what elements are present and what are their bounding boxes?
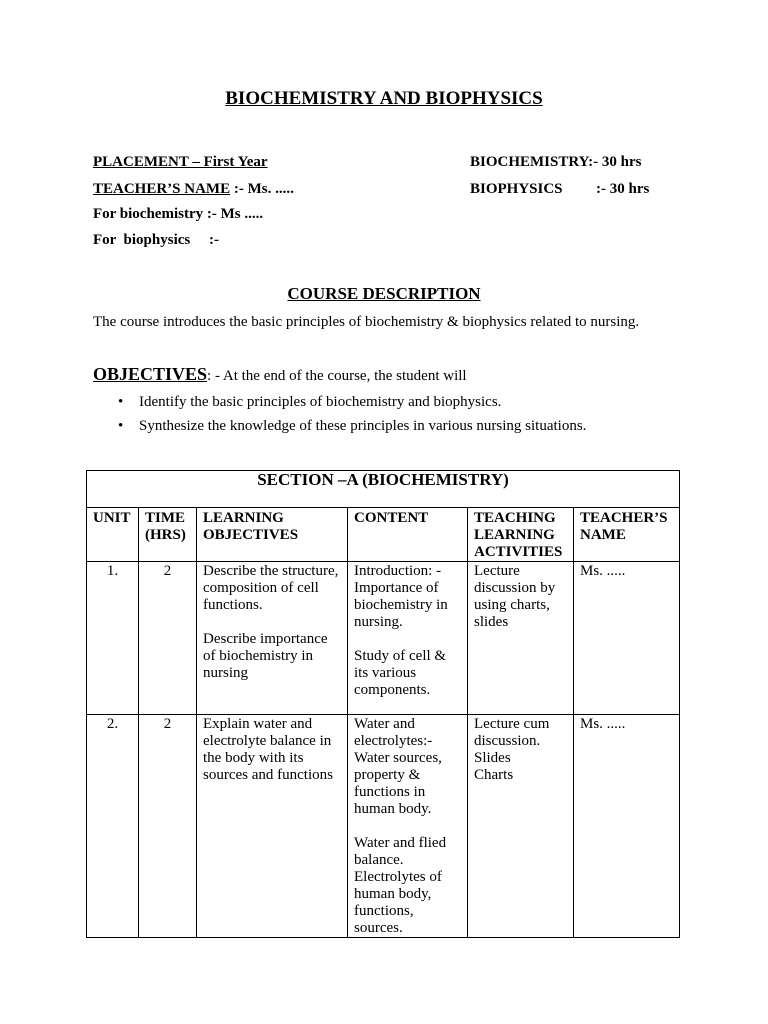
header-unit: UNIT: [87, 508, 139, 562]
teacher-cell: Ms. .....: [574, 715, 680, 938]
header-content: CONTENT: [348, 508, 468, 562]
placement-label: PLACEMENT – First Year: [93, 154, 268, 170]
objectives-heading: OBJECTIVES: [93, 364, 208, 384]
header-teaching-activities: TEACHING LEARNING ACTIVITIES: [468, 508, 574, 562]
objective-text: Synthesize the knowledge of these principles in various nursing situations.: [139, 418, 587, 434]
teacher-name: [93, 181, 294, 198]
header-time: TIME (HRS): [139, 508, 197, 562]
objectives-line: [93, 364, 467, 385]
content-cell: Water and electrolytes:- Water sources, property & functions in human body. Water and flied balance. Electrolytes of human body, functions, sources.: [348, 715, 468, 938]
bullet-icon: •: [118, 418, 124, 434]
for-biophysics-teacher: For biophysics :-: [93, 232, 219, 248]
header-teacher-name: TEACHER’S NAME: [574, 508, 680, 562]
biophysics-hours-label: BIOPHYSICS: [470, 181, 563, 197]
objective-item: [118, 394, 501, 411]
biophysics-hours: [470, 181, 650, 198]
objectives-intro: : - At the end of the course, the student will: [207, 368, 467, 384]
course-description-heading: COURSE DESCRIPTION: [287, 284, 481, 303]
biophysics-hours-value: :- 30 hrs: [596, 181, 650, 197]
objective-text: Identify the basic principles of biochemistry and biophysics.: [139, 394, 502, 410]
unit-cell: 2.: [87, 715, 139, 938]
objectives-cell: Explain water and electrolyte balance in the body with its sources and functions: [197, 715, 348, 938]
bullet-icon: •: [118, 394, 124, 410]
objectives-cell: Describe the structure, composition of cell functions. Describe importance of biochemistry in nursing: [197, 562, 348, 715]
table-row: [87, 715, 680, 938]
activities-cell: Lecture cum discussion. Slides Charts: [468, 715, 574, 938]
teacher-cell: Ms. .....: [574, 562, 680, 715]
content-cell: Introduction: - Importance of biochemistry in nursing. Study of cell & its various components.: [348, 562, 468, 715]
activities-cell: Lecture discussion by using charts, slides: [468, 562, 574, 715]
table-row: [87, 562, 680, 715]
syllabus-table: [86, 470, 680, 938]
time-cell: 2: [139, 562, 197, 715]
biochemistry-hours: BIOCHEMISTRY:- 30 hrs: [470, 154, 642, 170]
unit-cell: 1.: [87, 562, 139, 715]
section-title-row: [87, 471, 680, 508]
for-biochemistry-teacher: For biochemistry :- Ms .....: [93, 206, 264, 222]
table-header-row: [87, 508, 680, 562]
objective-item: [118, 418, 586, 435]
course-description-text: The course introduces the basic principles of biochemistry & biophysics related to nursing.: [93, 314, 640, 330]
document-title: BIOCHEMISTRY AND BIOPHYSICS: [225, 88, 543, 109]
teacher-name-label: TEACHER’S NAME: [93, 181, 231, 197]
section-title: SECTION –A (BIOCHEMISTRY): [87, 471, 680, 508]
time-cell: 2: [139, 715, 197, 938]
teacher-name-value: :- Ms. .....: [233, 181, 294, 197]
header-learning-objectives: LEARNING OBJECTIVES: [197, 508, 348, 562]
